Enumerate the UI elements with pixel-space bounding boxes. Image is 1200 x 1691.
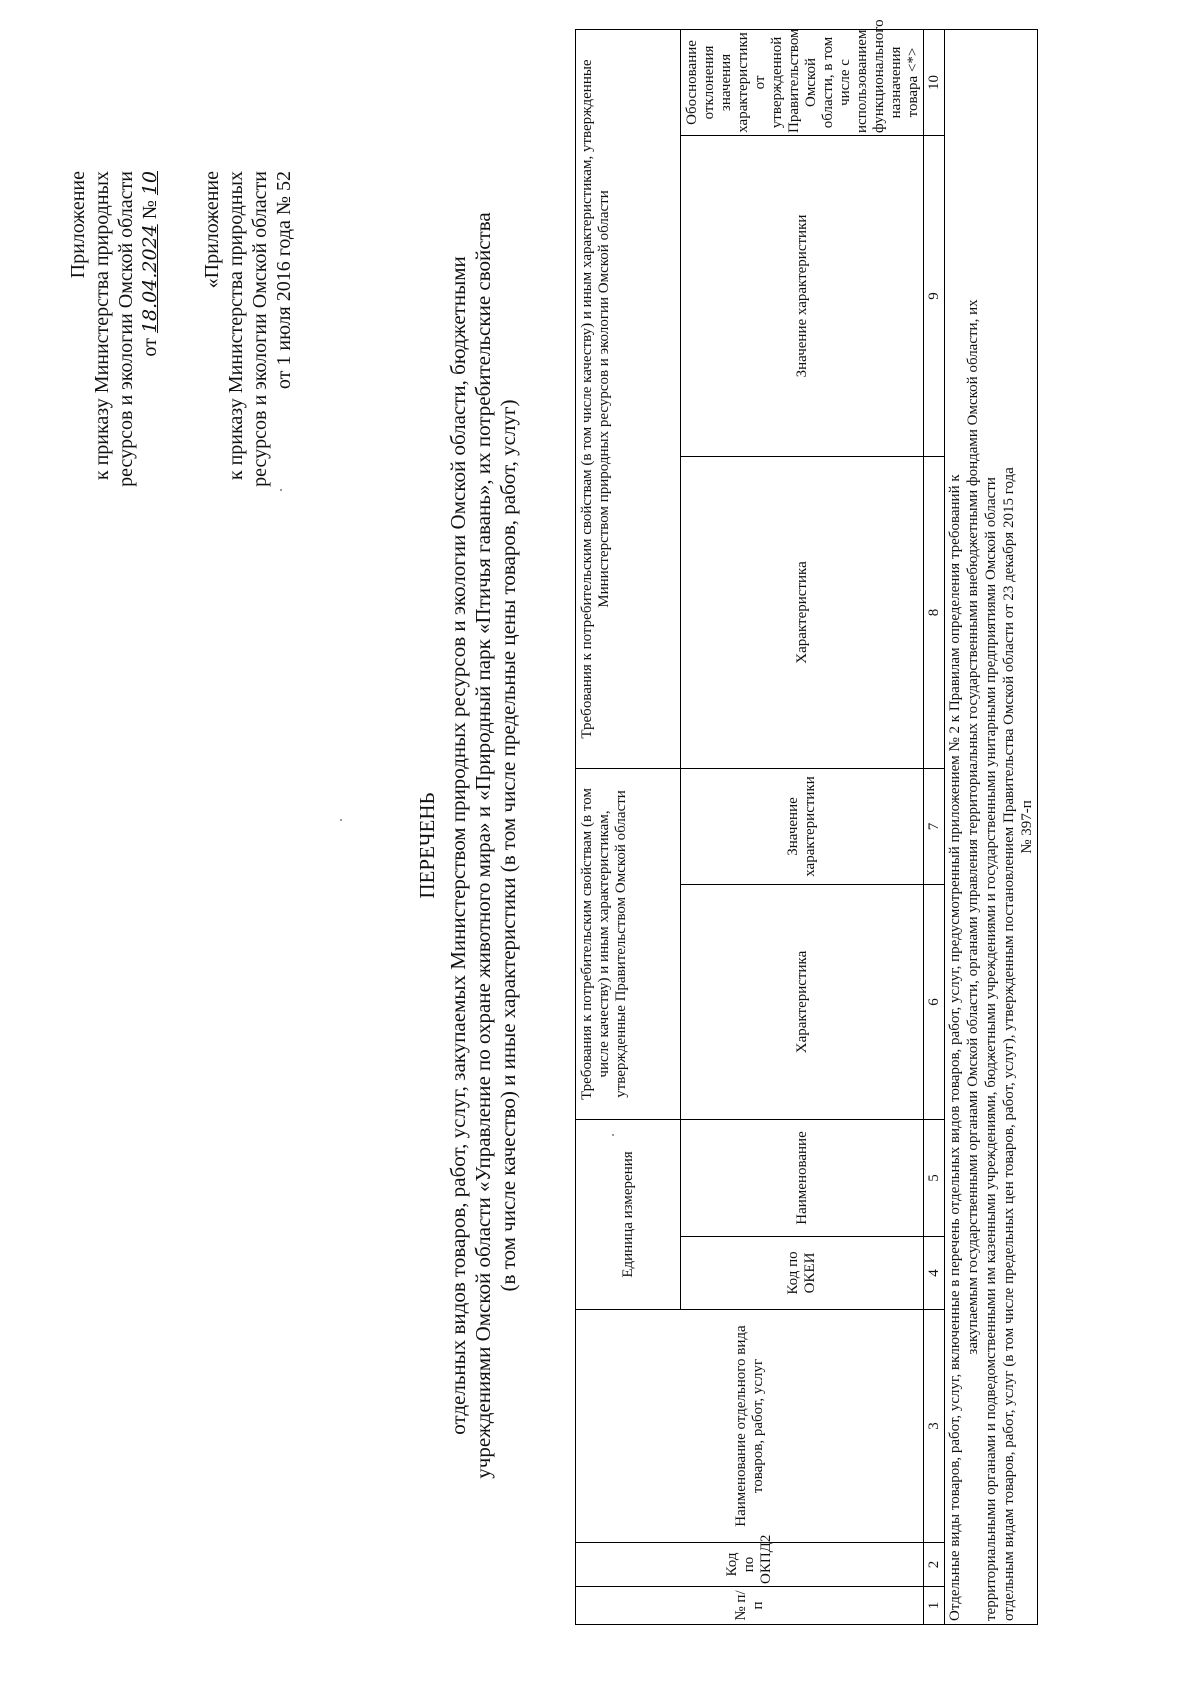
appendix-header-new <box>66 171 162 571</box>
column-number: 9 <box>924 135 945 456</box>
column-number: 3 <box>924 1310 945 1543</box>
column-number: 5 <box>924 1119 945 1236</box>
header-okpd2: Код по ОКПД2 <box>576 1543 924 1587</box>
header-ministry-requirements: Требования к потребительским свойствам (в том числе качеству) и иным характеристикам, утвержденные Министерством природных ресурсов и экологии Омской области <box>576 29 681 768</box>
title-line-3: (в том числе качество) и иные характеристики (в том числе предельные цены товаров, работ, услуг) <box>496 399 520 1292</box>
header-row-1 <box>576 29 681 1624</box>
note-row <box>945 29 1038 1624</box>
title-line-1: отдельных видов товаров, работ, услуг, закупаемых Министерством природных ресурсов и экологии Омской области, бюджетными <box>446 256 470 1435</box>
characteristics-table <box>575 19 1038 1625</box>
column-number: 1 <box>924 1587 945 1625</box>
header-item-name: Наименование отдельного вида товаров, работ, услуг <box>576 1310 924 1543</box>
header-gov-value: Значение характеристики <box>681 768 924 884</box>
header-ministry-characteristic: Характеристика <box>681 456 924 768</box>
date-prefix: от <box>139 338 161 357</box>
number-sign: № <box>139 200 161 220</box>
column-number-row <box>924 29 945 1624</box>
old-appendix-label: «Приложение <box>201 171 223 289</box>
header-unit: Единица измерения <box>576 1119 681 1309</box>
appendix-header-old <box>200 171 296 571</box>
column-number: 2 <box>924 1543 945 1587</box>
handwritten-date: 18.04.2024 <box>139 224 161 334</box>
header-unit-code: Код по ОКЕИ <box>681 1237 924 1310</box>
header-unit-name: Наименование <box>681 1119 924 1236</box>
note-line-5: № 397-п <box>1019 800 1035 854</box>
appendix-order-line: к приказу Министерства природных <box>91 171 113 481</box>
header-num: № п/п <box>576 1587 924 1625</box>
document-title <box>415 60 521 1631</box>
old-appendix-ministry-line: ресурсов и экологии Омской области <box>249 171 271 487</box>
note-line-1: Отдельные виды товаров, работ, услуг, включенные в перечень отдельных видов товаров, работ, услуг, предусмотренный приложением № 2 к Правилам определения требований к <box>947 474 963 1621</box>
appendix-label: Приложение <box>67 171 89 279</box>
old-appendix-order-line: к приказу Министерства природных <box>225 171 247 481</box>
old-appendix-date-line: от 1 июля 2016 года № 52 <box>273 171 295 390</box>
note-line-4: отдельным видам товаров, работ, услуг (в том числе предельных цен товаров, работ, услуг), утвержденным постановлением Правительства Омской области от 23 декабря 2015 года <box>1001 467 1017 1621</box>
appendix-date-line <box>138 171 162 571</box>
note-line-2: закупаемым государственными органами Омской области, органами управления территориальных государственными внебюджетными фондами Омской области, их <box>965 299 981 1355</box>
title-heading: ПЕРЕЧЕНЬ <box>415 792 439 899</box>
column-number: 8 <box>924 456 945 768</box>
appendix-ministry-line: ресурсов и экологии Омской области <box>115 171 137 487</box>
note-line-3: территориальными органами и подведомственными им казенными учреждениями, бюджетными учреждениями и государственными унитарными предприятиями Омской области <box>983 477 999 1621</box>
title-line-2: учреждениями Омской области «Управление по охране животного мира» и «Природный парк «Птичья гавань», их потребительские свойства <box>471 212 495 1479</box>
column-number: 7 <box>924 768 945 884</box>
column-number: 6 <box>924 884 945 1119</box>
handwritten-number: 10 <box>139 171 161 196</box>
header-ministry-value: Значение характеристики <box>681 135 924 456</box>
scan-speck <box>280 489 282 491</box>
header-gov-requirements: Требования к потребительским свойствам (в том числе качеству) и иным характеристикам, утвержденные Правительством Омской области <box>576 768 681 1119</box>
note-cell <box>945 29 1038 1624</box>
header-gov-characteristic: Характеристика <box>681 884 924 1119</box>
column-number: 10 <box>924 29 945 135</box>
scan-speck <box>340 819 342 821</box>
column-number: 4 <box>924 1237 945 1310</box>
header-justification: Обоснование отклонения значения характеристики от утвержденной Правительством Омской области, в том числе с использованием функционального назначения товара <*> <box>681 29 924 135</box>
